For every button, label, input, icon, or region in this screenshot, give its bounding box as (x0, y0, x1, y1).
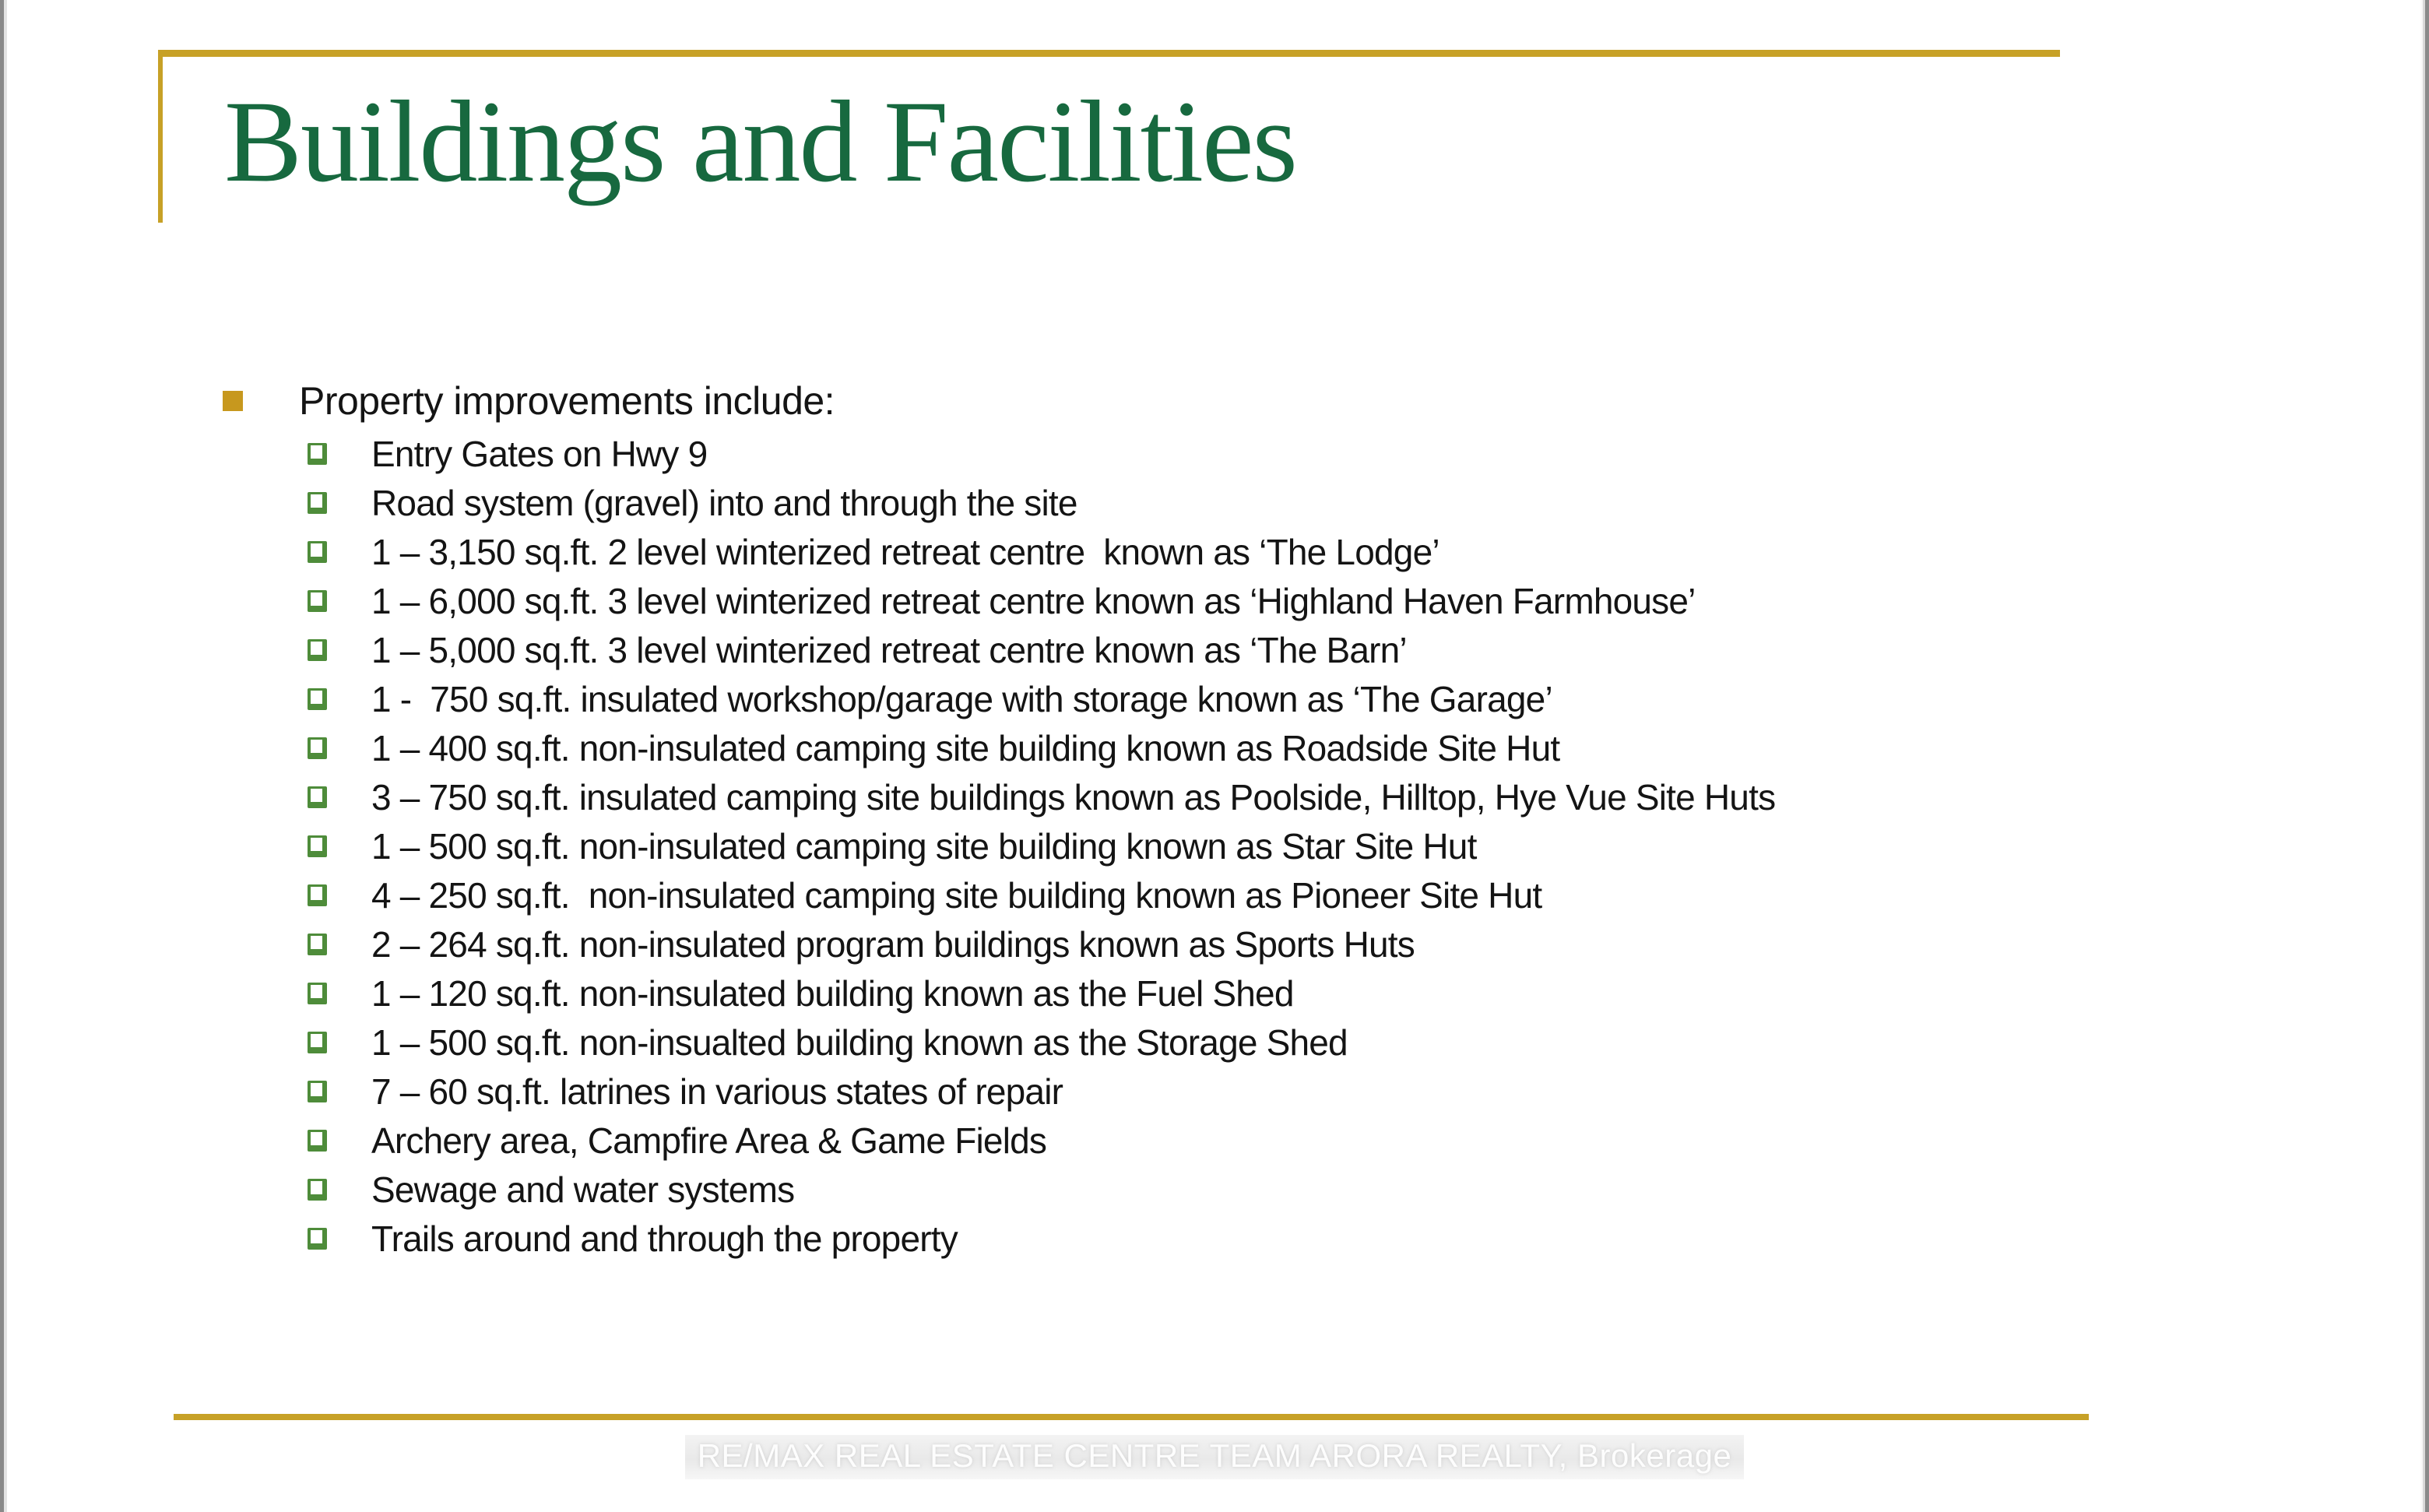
open-square-bullet-icon (308, 1179, 327, 1201)
list-item-text: 2 – 264 sq.ft. non-insulated program buildings known as Sports Huts (371, 923, 1415, 965)
list-item (308, 625, 2332, 674)
list-item (308, 870, 2332, 920)
list-item-text: 1 – 500 sq.ft. non-insualted building known as the Storage Shed (371, 1021, 1348, 1063)
list-item-text: Entry Gates on Hwy 9 (371, 433, 708, 474)
footer-accent-rule (174, 1414, 2089, 1420)
title-accent-rule-left (158, 50, 163, 223)
open-square-bullet-icon (308, 1228, 327, 1250)
open-square-bullet-icon (308, 541, 327, 563)
primary-bullet-label: Property improvements include: (299, 379, 835, 423)
list-item (308, 1165, 2332, 1214)
list-item-text: Sewage and water systems (371, 1169, 795, 1210)
list-item (308, 821, 2332, 870)
brokerage-watermark-text: RE/MAX REAL ESTATE CENTRE TEAM ARORA REALTY, Brokerage (685, 1435, 1745, 1479)
title-accent-rule-top (158, 50, 2060, 57)
list-item-text: Archery area, Campfire Area & Game Fields (371, 1120, 1047, 1161)
open-square-bullet-icon (308, 443, 327, 465)
list-item-text: 1 – 3,150 sq.ft. 2 level winterized retreat centre known as ‘The Lodge’ (371, 531, 1439, 572)
list-item (308, 429, 2332, 478)
open-square-bullet-icon (308, 639, 327, 661)
list-item (308, 1067, 2332, 1116)
list-item (308, 1018, 2332, 1067)
list-item (308, 772, 2332, 821)
solid-square-bullet-icon (223, 391, 243, 411)
list-item-text: Road system (gravel) into and through the site (371, 482, 1077, 523)
list-item (308, 1116, 2332, 1165)
list-item-text: 4 – 250 sq.ft. non-insulated camping site building known as Pioneer Site Hut (371, 874, 1542, 916)
open-square-bullet-icon (308, 786, 327, 808)
footer-watermark (0, 1435, 2429, 1479)
open-square-bullet-icon (308, 590, 327, 612)
improvements-list (308, 429, 2332, 1263)
list-item-text: 7 – 60 sq.ft. latrines in various states of repair (371, 1071, 1063, 1112)
list-item (308, 527, 2332, 576)
list-item (308, 920, 2332, 969)
list-item-text: 1 – 5,000 sq.ft. 3 level winterized retreat centre known as ‘The Barn’ (371, 629, 1407, 670)
open-square-bullet-icon (308, 983, 327, 1004)
list-item-text: 1 – 400 sq.ft. non-insulated camping site building known as Roadside Site Hut (371, 727, 1560, 768)
list-item-text: 1 – 500 sq.ft. non-insulated camping site building known as Star Site Hut (371, 825, 1477, 867)
list-item-text: 1 – 6,000 sq.ft. 3 level winterized retreat centre known as ‘Highland Haven Farmhouse’ (371, 580, 1696, 621)
open-square-bullet-icon (308, 835, 327, 857)
list-item (308, 674, 2332, 723)
list-item (308, 1214, 2332, 1263)
list-item (308, 969, 2332, 1018)
list-item-text: Trails around and through the property (371, 1218, 958, 1259)
open-square-bullet-icon (308, 737, 327, 759)
open-square-bullet-icon (308, 492, 327, 514)
page-title: Buildings and Facilities (224, 77, 1296, 206)
open-square-bullet-icon (308, 1081, 327, 1102)
window-edge-right (2420, 0, 2429, 1512)
list-item (308, 576, 2332, 625)
list-item-text: 1 – 120 sq.ft. non-insulated building known as the Fuel Shed (371, 972, 1294, 1014)
open-square-bullet-icon (308, 1130, 327, 1152)
window-edge-left (0, 0, 9, 1512)
open-square-bullet-icon (308, 884, 327, 906)
primary-bullet-row (223, 378, 835, 424)
open-square-bullet-icon (308, 688, 327, 710)
list-item-text: 1 - 750 sq.ft. insulated workshop/garage with storage known as ‘The Garage’ (371, 678, 1552, 719)
open-square-bullet-icon (308, 1032, 327, 1053)
open-square-bullet-icon (308, 934, 327, 955)
list-item (308, 478, 2332, 527)
list-item (308, 723, 2332, 772)
list-item-text: 3 – 750 sq.ft. insulated camping site buildings known as Poolside, Hilltop, Hye Vue Site Huts (371, 776, 1776, 818)
